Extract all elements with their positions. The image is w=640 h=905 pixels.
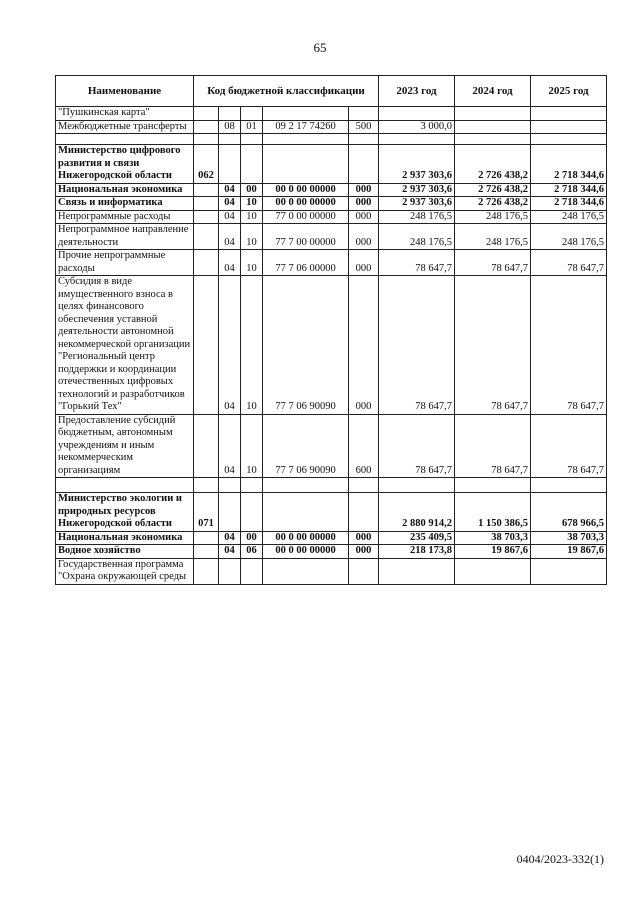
cell-csr: [263, 145, 349, 184]
cell-2024: 78 647,7: [455, 250, 531, 276]
table-row: [56, 210, 607, 224]
cell-csr: 77 7 00 00000: [263, 224, 349, 250]
row-name: Связь и информатика: [56, 197, 194, 211]
cell-2025: 2 718 344,6: [531, 145, 607, 184]
row-name: Непрограммные расходы: [56, 210, 194, 224]
header-code: Код бюджетной классификации: [194, 76, 379, 107]
cell-2025: 19 867,6: [531, 545, 607, 559]
cell-pr: [241, 145, 263, 184]
table-row: [56, 414, 607, 478]
cell-2023: 2 937 303,6: [379, 183, 455, 197]
cell-2024: 2 726 438,2: [455, 183, 531, 197]
cell-pr: 00: [241, 183, 263, 197]
cell-rz: 04: [219, 414, 241, 478]
table-row: [56, 183, 607, 197]
cell-2023: 235 409,5: [379, 531, 455, 545]
table-header-row: [56, 76, 607, 107]
cell-g: [194, 531, 219, 545]
cell-vr: 600: [349, 414, 379, 478]
row-name: "Пушкинская карта": [56, 107, 194, 121]
cell-g: 071: [194, 493, 219, 532]
cell-2025: [531, 120, 607, 134]
cell-csr: 77 0 00 00000: [263, 210, 349, 224]
header-2023: 2023 год: [379, 76, 455, 107]
cell-2024: 2 726 438,2: [455, 145, 531, 184]
cell-rz: 04: [219, 210, 241, 224]
row-name: Национальная экономика: [56, 183, 194, 197]
cell-pr: 10: [241, 197, 263, 211]
table-row: [56, 545, 607, 559]
spacer-row: [56, 134, 607, 145]
cell-csr: 77 7 06 90090: [263, 414, 349, 478]
cell-2024: [455, 558, 531, 584]
header-name: Наименование: [56, 76, 194, 107]
cell-g: [194, 250, 219, 276]
cell-2025: 2 718 344,6: [531, 183, 607, 197]
cell-2025: 248 176,5: [531, 224, 607, 250]
cell-csr: 00 0 00 00000: [263, 531, 349, 545]
cell-2025: 678 966,5: [531, 493, 607, 532]
cell-g: [194, 120, 219, 134]
cell-2023: 78 647,7: [379, 276, 455, 415]
cell-vr: 500: [349, 120, 379, 134]
row-name: Национальная экономика: [56, 531, 194, 545]
table-row: [56, 107, 607, 121]
cell-csr: [263, 558, 349, 584]
cell-pr: [241, 493, 263, 532]
cell-2025: 78 647,7: [531, 414, 607, 478]
header-2024: 2024 год: [455, 76, 531, 107]
header-2025: 2025 год: [531, 76, 607, 107]
cell-g: [194, 558, 219, 584]
cell-2023: 2 937 303,6: [379, 197, 455, 211]
row-name: Непрограммное направление деятельности: [56, 224, 194, 250]
document-code: 0404/2023-332(1): [516, 852, 604, 866]
row-name: Субсидия в виде имущественного взноса в целях финансового обеспечения уставной деятельности автономной некоммерческой организации "Региональный центр поддержки и координации отечественных цифровых технологий и разработчиков "Горький Тех": [56, 276, 194, 415]
cell-vr: 000: [349, 210, 379, 224]
cell-2023: 2 937 303,6: [379, 145, 455, 184]
cell-2023: 78 647,7: [379, 250, 455, 276]
cell-2024: 248 176,5: [455, 224, 531, 250]
row-name: Предоставление субсидий бюджетным, автономным учреждениям и иным некоммерческим организациям: [56, 414, 194, 478]
cell-g: [194, 545, 219, 559]
cell-vr: [349, 145, 379, 184]
cell-csr: 77 7 06 00000: [263, 250, 349, 276]
row-name: Водное хозяйство: [56, 545, 194, 559]
cell-vr: 000: [349, 545, 379, 559]
cell-pr: 01: [241, 120, 263, 134]
cell-vr: [349, 493, 379, 532]
cell-csr: 09 2 17 74260: [263, 120, 349, 134]
cell-rz: 04: [219, 224, 241, 250]
table-row: [56, 250, 607, 276]
cell-g: [194, 224, 219, 250]
cell-2024: 78 647,7: [455, 414, 531, 478]
cell-rz: [219, 493, 241, 532]
cell-2025: 78 647,7: [531, 250, 607, 276]
cell-rz: 04: [219, 197, 241, 211]
cell-g: 062: [194, 145, 219, 184]
cell-pr: 10: [241, 210, 263, 224]
cell-vr: 000: [349, 531, 379, 545]
table-row: [56, 531, 607, 545]
cell-pr: 10: [241, 250, 263, 276]
cell-2023: 248 176,5: [379, 210, 455, 224]
cell-csr: 00 0 00 00000: [263, 545, 349, 559]
cell-rz: 04: [219, 250, 241, 276]
cell-rz: 04: [219, 531, 241, 545]
cell-2023: [379, 558, 455, 584]
cell-vr: 000: [349, 276, 379, 415]
cell-rz: 04: [219, 276, 241, 415]
cell-pr: 10: [241, 276, 263, 415]
cell-2025: 38 703,3: [531, 531, 607, 545]
cell-2023: 3 000,0: [379, 120, 455, 134]
cell-pr: 00: [241, 531, 263, 545]
cell-2024: [455, 120, 531, 134]
cell-csr: 00 0 00 00000: [263, 183, 349, 197]
cell-g: [194, 197, 219, 211]
cell-pr: 10: [241, 414, 263, 478]
cell-g: [194, 276, 219, 415]
cell-g: [194, 414, 219, 478]
cell-2024: 78 647,7: [455, 276, 531, 415]
cell-pr: [241, 558, 263, 584]
table-row: [56, 145, 607, 184]
cell-rz: [219, 558, 241, 584]
cell-vr: [349, 558, 379, 584]
cell-2025: 78 647,7: [531, 276, 607, 415]
cell-pr: 10: [241, 224, 263, 250]
table-row: [56, 197, 607, 211]
cell-2024: 19 867,6: [455, 545, 531, 559]
cell-rz: 08: [219, 120, 241, 134]
cell-vr: 000: [349, 250, 379, 276]
cell-2025: 248 176,5: [531, 210, 607, 224]
cell-vr: 000: [349, 197, 379, 211]
cell-2025: [531, 558, 607, 584]
cell-2023: 218 173,8: [379, 545, 455, 559]
cell-rz: 04: [219, 183, 241, 197]
cell-vr: 000: [349, 183, 379, 197]
cell-g: [194, 183, 219, 197]
cell-csr: 77 7 06 90090: [263, 276, 349, 415]
cell-2024: 1 150 386,5: [455, 493, 531, 532]
cell-2023: 2 880 914,2: [379, 493, 455, 532]
row-name: Министерство экологии и природных ресурсов Нижегородской области: [56, 493, 194, 532]
page-number: 65: [313, 40, 327, 55]
table-row: [56, 276, 607, 415]
cell-2025: 2 718 344,6: [531, 197, 607, 211]
spacer-row: [56, 478, 607, 493]
budget-table: [55, 75, 607, 585]
cell-2023: 78 647,7: [379, 414, 455, 478]
table-row: [56, 493, 607, 532]
table-row: [56, 120, 607, 134]
row-name: Прочие непрограммные расходы: [56, 250, 194, 276]
table-row: [56, 224, 607, 250]
cell-2023: 248 176,5: [379, 224, 455, 250]
table-row: [56, 558, 607, 584]
cell-2024: 38 703,3: [455, 531, 531, 545]
cell-csr: 00 0 00 00000: [263, 197, 349, 211]
row-name: Межбюджетные трансферты: [56, 120, 194, 134]
cell-rz: 04: [219, 545, 241, 559]
row-name: Государственная программа "Охрана окружающей среды: [56, 558, 194, 584]
cell-csr: [263, 493, 349, 532]
cell-vr: 000: [349, 224, 379, 250]
cell-g: [194, 210, 219, 224]
row-name: Министерство цифрового развития и связи Нижегородской области: [56, 145, 194, 184]
cell-pr: 06: [241, 545, 263, 559]
cell-2024: 248 176,5: [455, 210, 531, 224]
cell-2024: 2 726 438,2: [455, 197, 531, 211]
cell-rz: [219, 145, 241, 184]
